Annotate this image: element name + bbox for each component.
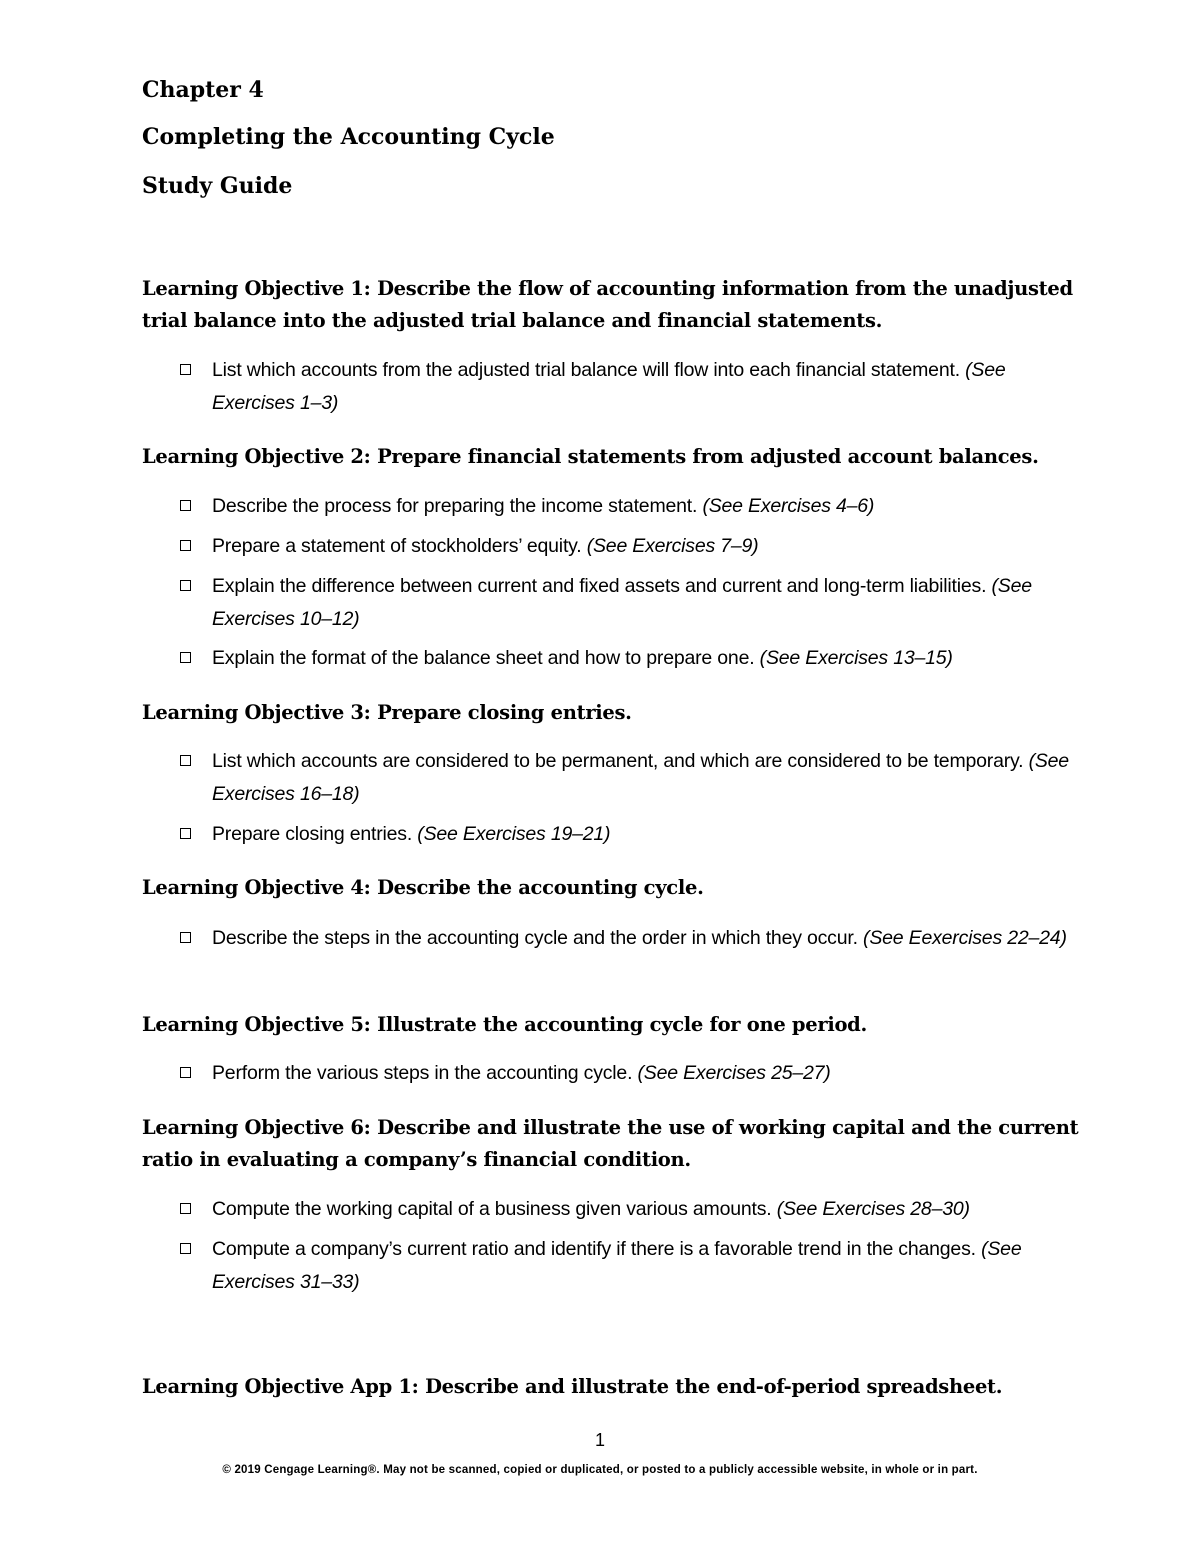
exercise-reference: (See Exercises 16–18) bbox=[212, 750, 1069, 805]
checklist-item bbox=[180, 818, 1080, 851]
exercise-reference: (See Exercises 25–27) bbox=[637, 1062, 831, 1084]
checkbox-icon[interactable] bbox=[180, 1243, 191, 1254]
objective-label: Learning Objective 6: bbox=[142, 1116, 371, 1139]
checkbox-icon[interactable] bbox=[180, 1067, 191, 1078]
objective-2-heading bbox=[142, 441, 1082, 473]
objective-text: Describe the flow of accounting information from the unadjusted trial balance into the adjusted trial balance and financial statements. bbox=[142, 277, 1073, 332]
chapter-title: Completing the Accounting Cycle bbox=[142, 124, 555, 150]
chapter-label: Chapter 4 bbox=[142, 77, 264, 103]
item-text: Compute the working capital of a business given various amounts. bbox=[212, 1198, 777, 1220]
checkbox-icon[interactable] bbox=[180, 580, 191, 591]
checkbox-icon[interactable] bbox=[180, 540, 191, 551]
objective-app1-heading bbox=[142, 1371, 1082, 1403]
objective-text: Illustrate the accounting cycle for one period. bbox=[370, 1013, 867, 1036]
exercise-reference: (See Exercises 7–9) bbox=[586, 535, 759, 557]
objective-label: Learning Objective 3: bbox=[142, 701, 371, 724]
objective-label: Learning Objective 4: bbox=[142, 876, 371, 899]
item-text: Perform the various steps in the accounting cycle. bbox=[212, 1062, 638, 1084]
exercise-reference: (See Exercises 31–33) bbox=[212, 1238, 1022, 1293]
objective-6-heading bbox=[142, 1112, 1082, 1176]
objective-label: Learning Objective App 1: bbox=[142, 1375, 419, 1398]
checklist-item bbox=[180, 490, 1080, 523]
checklist-item bbox=[180, 354, 1080, 420]
exercise-reference: (See Eexercises 22–24) bbox=[863, 927, 1067, 949]
page-number: 1 bbox=[594, 1430, 605, 1450]
objective-label: Learning Objective 5: bbox=[142, 1013, 371, 1036]
objective-5-heading bbox=[142, 1009, 1082, 1041]
checkbox-icon[interactable] bbox=[180, 500, 191, 511]
item-text: Describe the steps in the accounting cycle and the order in which they occur. bbox=[212, 927, 864, 949]
item-text: Compute a company’s current ratio and identify if there is a favorable trend in the changes. bbox=[212, 1238, 982, 1260]
exercise-reference: (See Exercises 19–21) bbox=[417, 823, 611, 845]
objective-text: Prepare financial statements from adjusted account balances. bbox=[370, 445, 1039, 468]
checkbox-icon[interactable] bbox=[180, 1203, 191, 1214]
checklist-item bbox=[180, 1233, 1080, 1299]
item-text: Explain the difference between current and fixed assets and current and long-term liabilities. bbox=[212, 575, 992, 597]
study-guide-heading: Study Guide bbox=[142, 173, 293, 199]
checklist-item bbox=[180, 1193, 1080, 1226]
exercise-reference: (See Exercises 28–30) bbox=[776, 1198, 970, 1220]
checklist-item bbox=[180, 530, 1080, 563]
objective-3-heading bbox=[142, 697, 1082, 729]
checklist-item bbox=[180, 1057, 1080, 1090]
objective-1-heading bbox=[142, 273, 1082, 337]
checklist-item bbox=[180, 922, 1080, 955]
checkbox-icon[interactable] bbox=[180, 364, 191, 375]
objective-text: Describe and illustrate the end-of-period spreadsheet. bbox=[418, 1375, 1003, 1398]
checklist-item bbox=[180, 570, 1080, 636]
exercise-reference: (See Exercises 13–15) bbox=[759, 647, 953, 669]
item-text: Prepare closing entries. bbox=[212, 823, 418, 845]
objective-text: Describe the accounting cycle. bbox=[370, 876, 704, 899]
checkbox-icon[interactable] bbox=[180, 932, 191, 943]
checklist-item bbox=[180, 642, 1080, 675]
exercise-reference: (See Exercises 10–12) bbox=[212, 575, 1032, 630]
item-text: Explain the format of the balance sheet and how to prepare one. bbox=[212, 647, 760, 669]
item-text: Prepare a statement of stockholders’ equity. bbox=[212, 535, 587, 557]
copyright-footer: © 2019 Cengage Learning®. May not be scanned, copied or duplicated, or posted to a publicly accessible website, in whole or in part. bbox=[222, 1464, 978, 1476]
exercise-reference: (See Exercises 1–3) bbox=[212, 359, 1006, 414]
checkbox-icon[interactable] bbox=[180, 828, 191, 839]
checkbox-icon[interactable] bbox=[180, 652, 191, 663]
objective-label: Learning Objective 1: bbox=[142, 277, 371, 300]
objective-label: Learning Objective 2: bbox=[142, 445, 371, 468]
objective-text: Describe and illustrate the use of working capital and the current ratio in evaluating a company’s financial condition. bbox=[142, 1116, 1079, 1171]
item-text: Describe the process for preparing the income statement. bbox=[212, 495, 703, 517]
item-text: List which accounts from the adjusted trial balance will flow into each financial statement. bbox=[212, 359, 966, 381]
objective-text: Prepare closing entries. bbox=[370, 701, 632, 724]
item-text: List which accounts are considered to be permanent, and which are considered to be temporary. bbox=[212, 750, 1029, 772]
exercise-reference: (See Exercises 4–6) bbox=[702, 495, 875, 517]
checklist-item bbox=[180, 745, 1080, 811]
objective-4-heading bbox=[142, 872, 1082, 904]
checkbox-icon[interactable] bbox=[180, 755, 191, 766]
